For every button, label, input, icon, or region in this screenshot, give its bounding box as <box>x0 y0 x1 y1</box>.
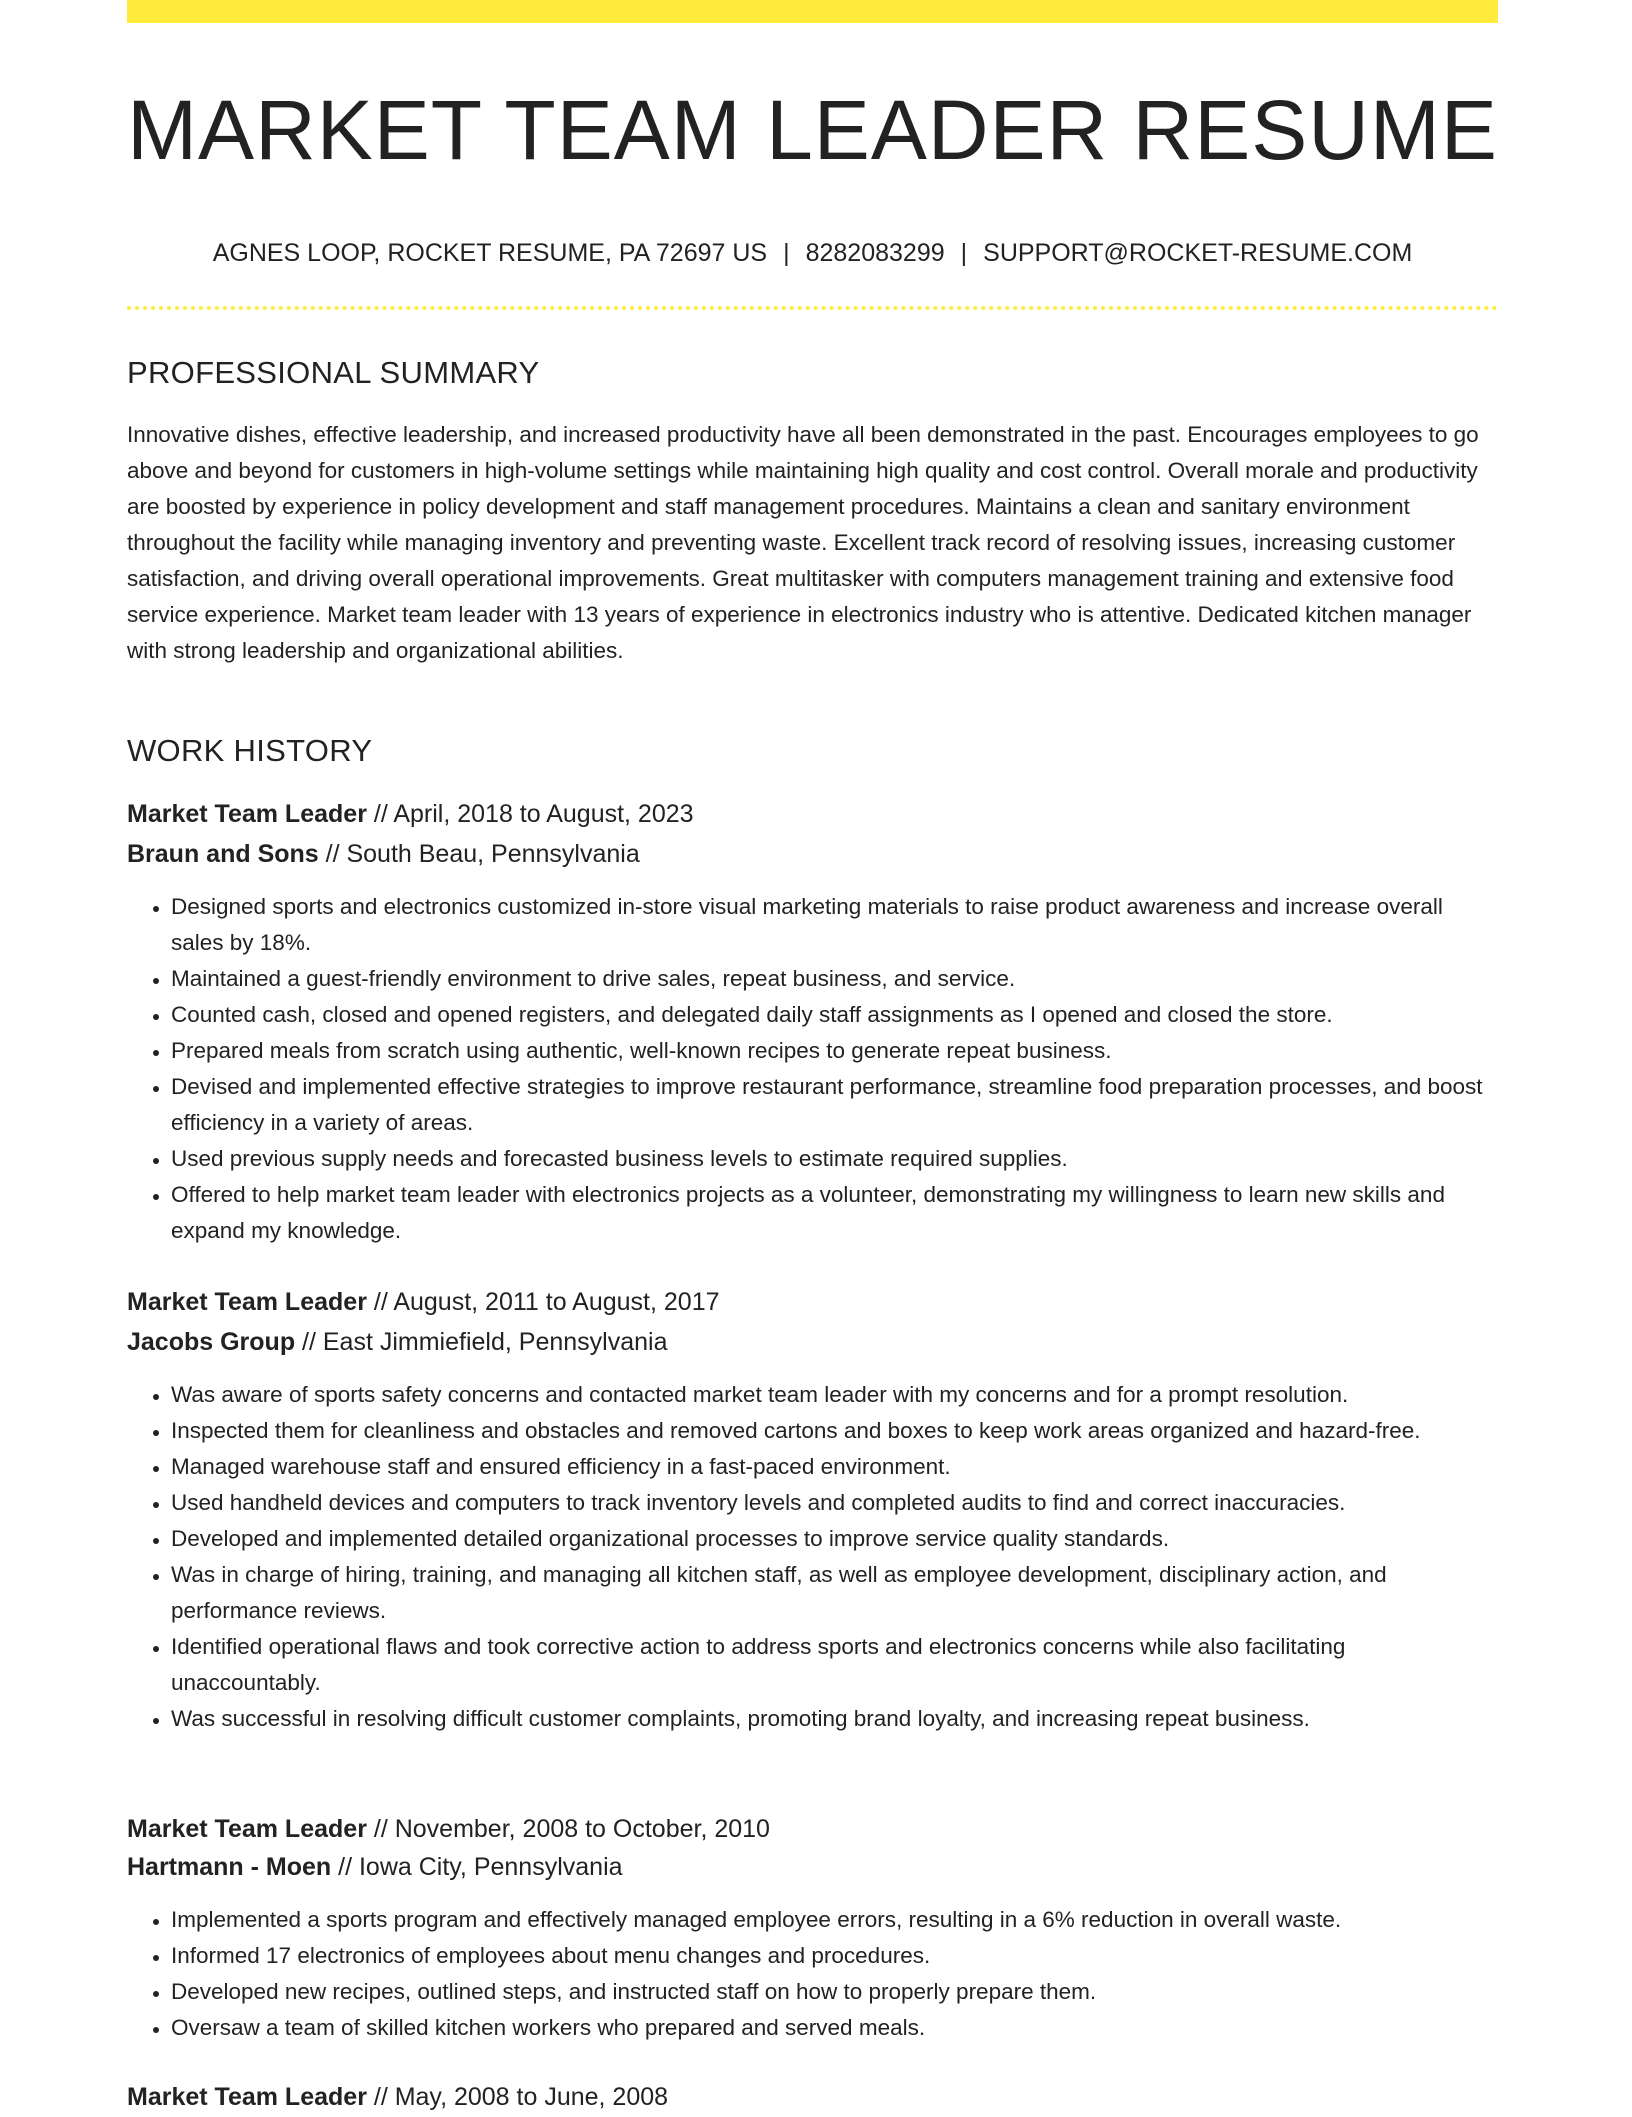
job-bullets <box>127 1377 1498 1737</box>
bullet-item: • Was aware of sports safety concerns and contacted market team leader with my concerns and for a prompt resolution. <box>171 1377 1498 1413</box>
job-title-line <box>127 1809 1498 1849</box>
job-company-line <box>127 1322 1498 1362</box>
contact-info <box>127 236 1498 270</box>
summary-heading: PROFESSIONAL SUMMARY <box>127 355 540 390</box>
bullet-item: • Managed warehouse staff and ensured efficiency in a fast-paced environment. <box>171 1449 1498 1485</box>
bullet-item: • Implemented a sports program and effectively managed employee errors, resulting in a 6% reduction in overall waste. <box>171 1902 1498 1938</box>
job-title: Market Team Leader <box>127 1815 367 1843</box>
bullet-item: • Was in charge of hiring, training, and managing all kitchen staff, as well as employee development, disciplinary action, and performance reviews. <box>171 1557 1498 1629</box>
job-title: Market Team Leader <box>127 1288 367 1316</box>
bullet-item: • Prepared meals from scratch using authentic, well-known recipes to generate repeat business. <box>171 1033 1498 1069</box>
job-title: Market Team Leader <box>127 800 367 828</box>
job-title-line <box>127 794 1498 834</box>
job-company-line <box>127 834 1498 874</box>
bullet-item: • Developed and implemented detailed organizational processes to improve service quality standards. <box>171 1521 1498 1557</box>
job-company: Hartmann - Moen <box>127 1853 332 1881</box>
job-dates: // November, 2008 to October, 2010 <box>366 1815 770 1843</box>
bullet-item: • Oversaw a team of skilled kitchen workers who prepared and served meals. <box>171 2010 1498 2046</box>
bullet-item: • Designed sports and electronics customized in-store visual marketing materials to raise product awareness and increase overall sales by 18%. <box>171 889 1498 961</box>
job-location: // South Beau, Pennsylvania <box>318 840 640 868</box>
resume-title: MARKET TEAM LEADER RESUME <box>127 83 1498 177</box>
job-company: Braun and Sons <box>127 840 319 868</box>
bullet-item: • Identified operational flaws and took corrective action to address sports and electronics concerns while also facilitating unaccountably. <box>171 1629 1498 1701</box>
bullet-item: • Inspected them for cleanliness and obstacles and removed cartons and boxes to keep work areas organized and hazard-free. <box>171 1413 1498 1449</box>
job-dates: // May, 2008 to June, 2008 <box>366 2083 669 2111</box>
job-bullets <box>127 889 1498 1249</box>
bullet-item: • Offered to help market team leader with electronics projects as a volunteer, demonstrating my willingness to learn new skills and expand my knowledge. <box>171 1177 1498 1249</box>
bullet-item: • Used handheld devices and computers to track inventory levels and completed audits to find and correct inaccuracies. <box>171 1485 1498 1521</box>
job-location: // East Jimmiefield, Pennsylvania <box>295 1328 668 1356</box>
job-dates: // April, 2018 to August, 2023 <box>366 800 694 828</box>
top-accent-bar <box>127 0 1498 23</box>
job-dates: // August, 2011 to August, 2017 <box>366 1288 720 1316</box>
bullet-item: • Informed 17 electronics of employees about menu changes and procedures. <box>171 1938 1498 1974</box>
contact-email: SUPPORT@ROCKET-RESUME.COM <box>983 239 1413 267</box>
bullet-item: • Counted cash, closed and opened registers, and delegated daily staff assignments as I opened and closed the store. <box>171 997 1498 1033</box>
job-title-line <box>127 1282 1498 1322</box>
contact-address: AGNES LOOP, ROCKET RESUME, PA 72697 US <box>212 239 768 267</box>
contact-separator: | <box>783 239 790 267</box>
contact-separator: | <box>960 239 968 267</box>
contact-phone: 8282083299 <box>805 239 945 267</box>
job-company-line <box>127 1847 1498 1887</box>
work-history-heading: WORK HISTORY <box>127 733 373 768</box>
job-bullets <box>127 1902 1498 2046</box>
job-company: Jacobs Group <box>127 1328 296 1356</box>
summary-text: Innovative dishes, effective leadership, and increased productivity have all been demonstrated in the past. Encourages employees to go above and beyond for customers in high-volume settings while maintaining high quality and cost control. Overall morale and productivity are boosted by experience in policy development and staff management procedures. Maintains a clean and sanitary environment throughout the facility while managing inventory and preventing waste. Excellent track record of resolving issues, increasing customer satisfaction, and driving overall operational improvements. Great multitasker with computers management training and extensive food service experience. Market team leader with 13 years of experience in electronics industry who is attentive. Dedicated kitchen manager with strong leadership and organizational abilities. <box>127 422 1479 663</box>
bullet-item: • Used previous supply needs and forecasted business levels to estimate required supplies. <box>171 1141 1498 1177</box>
bullet-item: • Was successful in resolving difficult customer complaints, promoting brand loyalty, and increasing repeat business. <box>171 1701 1498 1737</box>
bullet-item: • Developed new recipes, outlined steps, and instructed staff on how to properly prepare them. <box>171 1974 1498 2010</box>
bullet-item: • Devised and implemented effective strategies to improve restaurant performance, streamline food preparation processes, and boost efficiency in a variety of areas. <box>171 1069 1498 1141</box>
bullet-item: • Maintained a guest-friendly environment to drive sales, repeat business, and service. <box>171 961 1498 997</box>
job-title-line <box>127 2077 1498 2117</box>
job-title: Market Team Leader <box>127 2083 367 2111</box>
header-divider <box>127 306 1498 310</box>
job-location: // Iowa City, Pennsylvania <box>331 1853 623 1881</box>
